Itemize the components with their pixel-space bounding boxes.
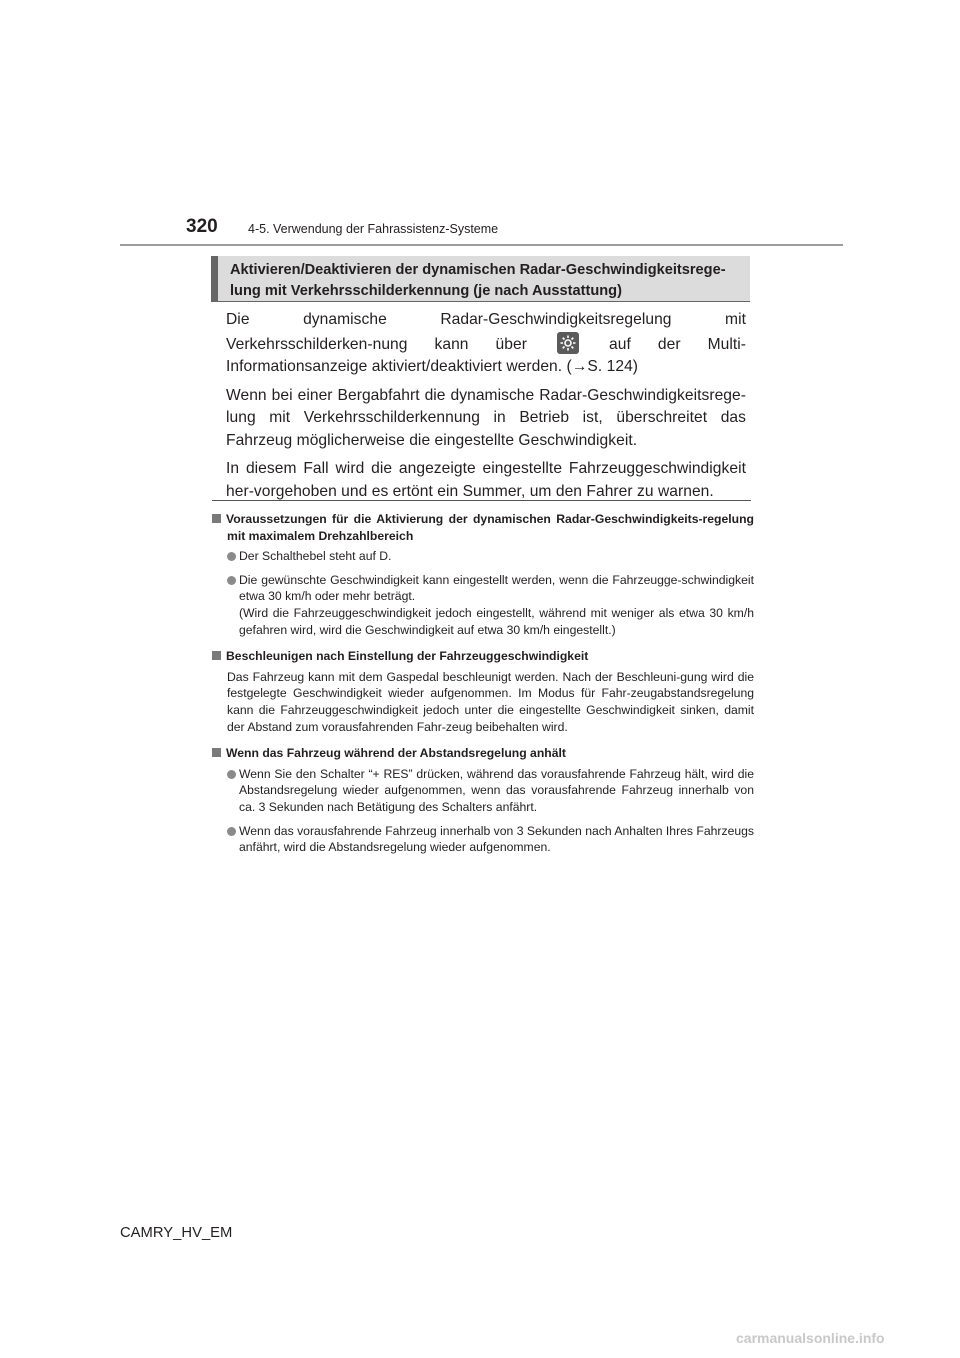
main-text [226, 309, 746, 509]
list-item-text: Wenn das vorausfahrende Fahrzeug innerhalb von 3 Sekunden nach Anhalten Ihres Fahrzeugs anfährt, wird die Abstandsregelung wieder aufgenommen. [239, 823, 754, 855]
square-bullet-icon [212, 514, 221, 523]
watermark: carmanualsonline.info [736, 1330, 885, 1346]
note-heading-text: Beschleunigen nach Einstellung der Fahrzeuggeschwindigkeit [226, 649, 589, 664]
list-item [227, 572, 754, 638]
subsection-heading-line-1: Aktivieren/Deaktivieren der dynamischen Radar-Geschwindigkeitsrege- [230, 262, 726, 278]
list-item [227, 548, 754, 565]
list-item-text: Der Schalthebel steht auf D. [239, 549, 392, 564]
subsection-heading-line-2: lung mit Verkehrsschilderkennung (je nach Ausstattung) [230, 283, 622, 299]
note-activation-conditions [212, 511, 754, 638]
paragraph-warning: In diesem Fall wird die angezeigte eingestellte Fahrzeuggeschwindigkeit her-vorgehoben und es ertönt ein Summer, um den Fahrer zu warnen. [226, 460, 746, 500]
page-number: 320 [186, 216, 218, 237]
settings-gear-icon [557, 332, 579, 354]
note-vehicle-stops [212, 745, 754, 856]
paragraph-activation-part-1: Die dynamische Radar-Geschwindigkeitsregelung mit Verkehrsschilderken-nung kann über [226, 311, 746, 353]
note-heading-text: Voraussetzungen für die Aktivierung der dynamischen Radar-Geschwindigkeits-regelung mit maximalem Drehzahlbereich [226, 512, 754, 543]
section-divider [212, 500, 751, 501]
paragraph-downhill: Wenn bei einer Bergabfahrt die dynamische Radar-Geschwindigkeitsrege-lung mit Verkehrsschilderkennung in Betrieb ist, überschreitet das Fahrzeug möglicherweise die eingestellte Geschwindigkeit. [226, 386, 746, 449]
list-item-text-parenthetical: (Wird die Fahrzeuggeschwindigkeit jedoch eingestellt, während mit weniger als etwa 30 km/h gefahren wird, wird die Geschwindigkeit auf etwa 30 km/h eingestellt.) [239, 605, 754, 637]
document-code: CAMRY_HV_EM [120, 1225, 233, 1241]
list-item [227, 823, 754, 856]
notes [212, 511, 754, 866]
header-rule [120, 244, 843, 246]
list-item [227, 766, 754, 816]
list-item-text: Wenn Sie den Schalter “+ RES” drücken, während das vorausfahrende Fahrzeug hält, wird die Abstandsregelung wieder aufgenommen, wenn das vorausfahrende Fahrzeug innerhalb von ca. 3 Sekunden nach Betätigung des Schalters anfährt. [239, 766, 754, 814]
square-bullet-icon [212, 748, 221, 757]
section-title: 4-5. Verwendung der Fahrassistenz-Systeme [248, 222, 499, 236]
note-heading [212, 511, 754, 544]
note-heading [212, 648, 754, 665]
note-heading-text: Wenn das Fahrzeug während der Abstandsregelung anhält [226, 746, 566, 761]
paragraph-activation-part-2: auf der Multi-Informationsanzeige aktiviert/deaktiviert werden. (→S. 124) [226, 335, 747, 375]
note-acceleration [212, 648, 754, 735]
note-heading [212, 745, 754, 762]
note-body: Das Fahrzeug kann mit dem Gaspedal beschleunigt werden. Nach der Beschleuni-gung wird die festgelegte Geschwindigkeit wieder aufgenommen. Im Modus für Fahr-zeugabstandsregelung kann die Fahrzeuggeschwindigkeit jedoch unter die eingestellte Geschwindigkeit sinken, damit der Abstand zum vorausfahrenden Fahr-zeug beibehalten wird. [227, 669, 754, 734]
square-bullet-icon [212, 651, 221, 660]
paragraph-activation [226, 309, 746, 379]
list-item-text: Die gewünschte Geschwindigkeit kann eingestellt werden, wenn die Fahrzeugge-schwindigkeit etwa 30 km/h oder mehr beträgt. [239, 572, 754, 604]
subsection-heading [211, 256, 750, 302]
